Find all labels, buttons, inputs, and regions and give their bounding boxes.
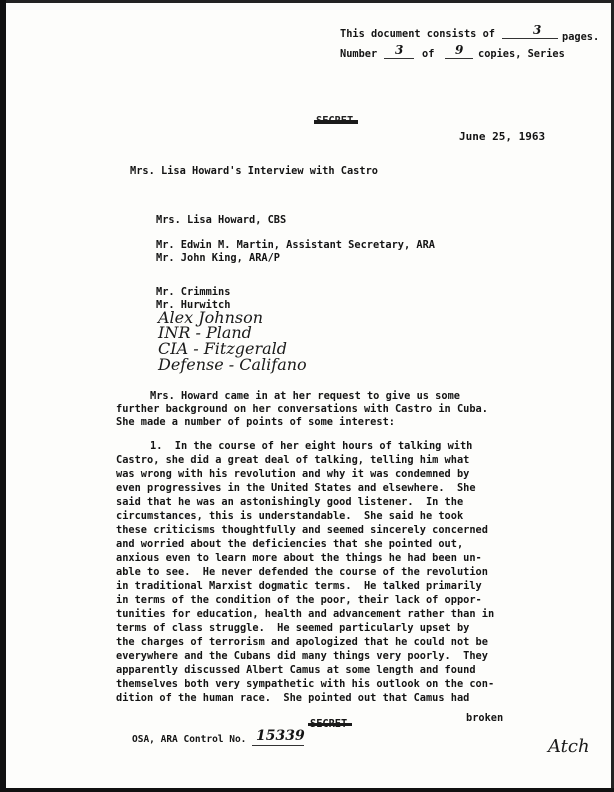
body-line: 1. In the course of her eight hours of talking with — [150, 440, 473, 452]
body-line: even progressives in the United States and elsewhere. She — [116, 482, 476, 494]
copy-recipient-2: Mr. Hurwitch — [156, 299, 231, 311]
body-line: Castro, she did a great deal of talking, telling him what — [116, 454, 470, 466]
copy-recipient-1: Mr. Crimmins — [156, 286, 231, 298]
handwritten-recipient-3: CIA - Fitzgerald — [158, 339, 288, 358]
body-line: themselves both very sympathetic with his outlook on the con- — [116, 678, 495, 690]
intro-line-3: She made a number of points of some interest: — [116, 416, 395, 428]
control-value: 15339 — [256, 728, 305, 744]
body-line: anxious even to learn more about the things he had been un- — [116, 552, 482, 564]
body-line: dition of the human race. She pointed out that Camus had — [116, 692, 470, 704]
scan-edge-left — [0, 0, 6, 792]
intro-line-1: Mrs. Howard came in at her request to give us some — [150, 390, 460, 402]
of-underline — [445, 58, 473, 59]
consists-suffix: pages. — [562, 31, 600, 43]
scan-edge-bottom — [0, 788, 614, 792]
body-line: was wrong with his revolution and why it was condemned by — [116, 468, 470, 480]
number-underline — [384, 58, 414, 59]
scan-edge-top — [0, 0, 614, 3]
handwritten-recipient-4: Defense - Califano — [158, 355, 307, 374]
body-line: apparently discussed Albert Camus at some length and found — [116, 664, 476, 676]
series-suffix: copies, Series — [478, 48, 565, 60]
body-line: able to see. He never defended the course of the revolution — [116, 566, 488, 578]
handwritten-recipient-1: Alex Johnson — [158, 308, 264, 327]
consists-value: 3 — [533, 23, 542, 37]
consists-underline — [502, 38, 558, 39]
classification-bottom-strike — [308, 723, 352, 726]
of-label: of — [422, 48, 435, 60]
control-label: OSA, ARA Control No. — [132, 734, 247, 745]
classification-top-strike — [314, 120, 358, 124]
intro-line-2: further background on her conversations with Castro in Cuba. — [116, 403, 488, 415]
body-line: said that he was an astonishingly good listener. In the — [116, 496, 464, 508]
point-1-paragraph — [116, 439, 586, 705]
body-line: the charges of terrorism and apologized that he could not be — [116, 636, 488, 648]
participant-3: Mr. John King, ARA/P — [156, 252, 280, 264]
of-value: 9 — [455, 43, 464, 57]
attachment-mark: Atch — [548, 736, 590, 757]
body-line: these criticisms thoughtfully and seemed sincerely concerned — [116, 524, 488, 536]
participant-1: Mrs. Lisa Howard, CBS — [156, 214, 287, 226]
body-line: terms of class struggle. He seemed particularly upset by — [116, 622, 470, 634]
number-value: 3 — [395, 43, 404, 57]
body-line: tunities for education, health and advancement rather than in — [116, 608, 495, 620]
control-underline — [252, 745, 304, 746]
continuation-word: broken — [466, 712, 504, 724]
consists-prefix: This document consists of — [340, 28, 495, 40]
body-line: in terms of the condition of the poor, their lack of oppor- — [116, 594, 482, 606]
body-line: everywhere and the Cubans did many things very poorly. They — [116, 650, 488, 662]
body-line: and worried about the deficiencies that she pointed out, — [116, 538, 464, 550]
body-line: circumstances, this is understandable. She said he took — [116, 510, 464, 522]
memo-date: June 25, 1963 — [459, 130, 546, 143]
participant-2: Mr. Edwin M. Martin, Assistant Secretary, ARA — [156, 239, 435, 251]
body-line: in traditional Marxist dogmatic terms. He talked primarily — [116, 580, 482, 592]
handwritten-recipient-2: INR - Pland — [158, 323, 252, 342]
memo-title: Mrs. Lisa Howard's Interview with Castro — [130, 165, 378, 177]
number-prefix: Number — [340, 48, 378, 60]
